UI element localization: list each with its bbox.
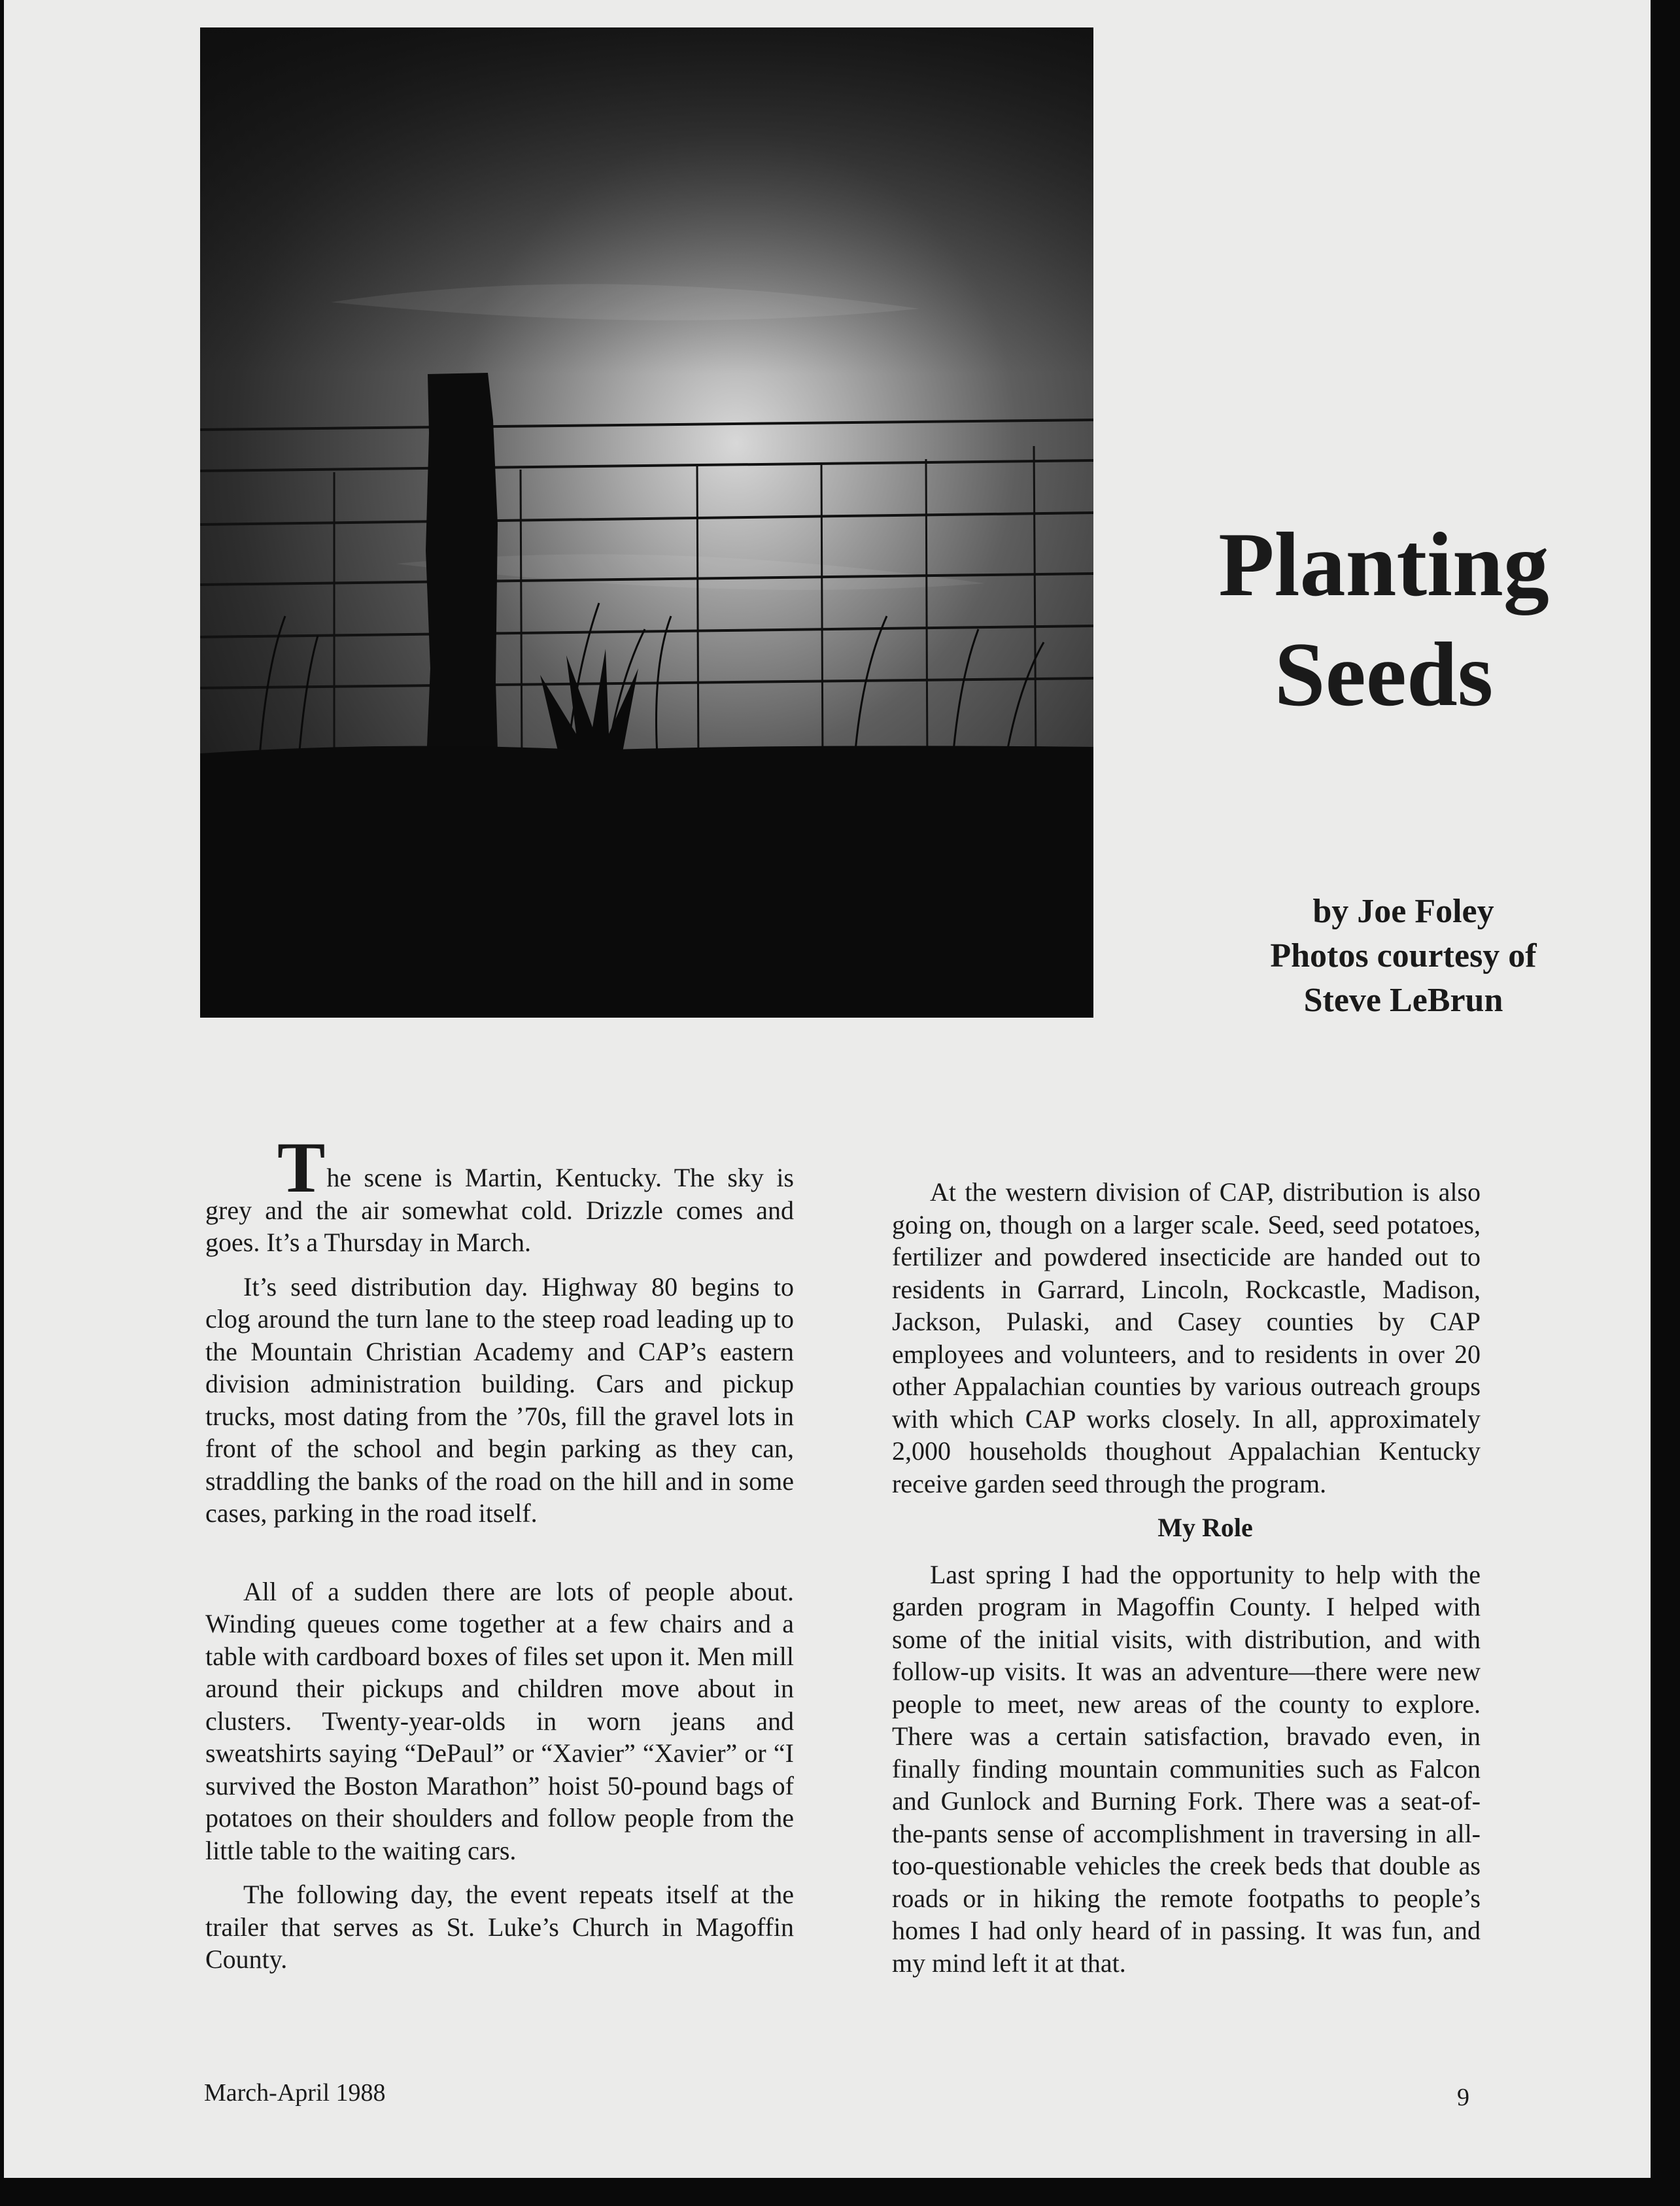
fence-post-photo [200,27,1093,1018]
issue-date: March-April 1988 [204,2079,386,2107]
title-line-1: Planting [1218,514,1549,615]
text-column-left [205,1128,794,1976]
section-heading: My Role [1157,1513,1253,1542]
paragraph-2: It’s seed distribution day. Highway 80 begins to clog around the turn lane to the steep road leading up to the Mountain Christian Academy and CAP’s eastern division administration building. Cars and pickup trucks, most dating from the ’70s, fill the gravel lots in front of the school and begin parking as they can, straddling the banks of the road on the hill and in some cases, parking in the road itself. [205,1271,794,1528]
paragraph-4: The following day, the event repeats itself at the trailer that serves as St. Luke’s Church in Magoffin County. [205,1880,794,1974]
paragraph-6: Last spring I had the opportunity to help with the garden program in Magoffin County. I helped with some of the initial visits, with distribution, and with follow-up visits. It was an adventure—there were new people to meet, new areas of the county to explore. There was a certain satisfaction, bravado even, in finally finding mountain communities such as Falcon and Gunlock and Burning Fork. There was a seat-of-the-pants sense of accomplishment in traversing in all-too-questionable vehicles the creek beds that double as roads or in hiking the remote footpaths to people’s homes I had only heard of in passing. It was fun, and my mind left it at that. [892,1559,1481,1978]
paragraph-3: All of a sudden there are lots of people about. Winding queues come together at a few chairs and a table with cardboard boxes of files set upon it. Men mill around their pickups and children move about in clusters. Twenty-year-olds in worn jeans and sweatshirts saying “DePaul” or “Xavier” “Xavier” or “I survived the Boston Marathon” hoist 50-pound bags of potatoes on their shoulders and follow people from the little table to the waiting cars. [205,1576,794,1865]
drop-cap: T [277,1128,326,1207]
text-column-right [892,1176,1481,1979]
title-line-2: Seeds [1274,624,1494,725]
paragraph-1 [205,1128,794,1259]
byline-credit-line-1: Photos courtesy of [1270,937,1537,974]
paragraph-5: At the western division of CAP, distribution is also going on, though on a larger scale. Seed, seed potatoes, fertilizer and powdered insecticide are handed out to residents in Garrard, Lincoln, Rockcastle, Madison, Jackson, Pulaski, and Casey counties by CAP employees and volunteers, and to residents in over 20 other Appalachian counties by various outreach groups with which CAP works closely. In all, approximately 2,000 households thoughout Appalachian Kentucky receive garden seed through the program. [892,1177,1481,1498]
magazine-page [4,0,1651,2178]
paragraph-1-text: he scene is Martin, Kentucky. The sky is grey and the air somewhat cold. Drizzle comes and goes. It’s a Thursday in March. [205,1163,794,1257]
byline-author: by Joe Foley [1312,893,1494,930]
fence-sunset-image [200,27,1093,1018]
page-number: 9 [1457,2084,1469,2111]
byline-credit-line-2: Steve LeBrun [1303,982,1503,1019]
article-title [1089,510,1678,730]
byline [1116,889,1680,1023]
